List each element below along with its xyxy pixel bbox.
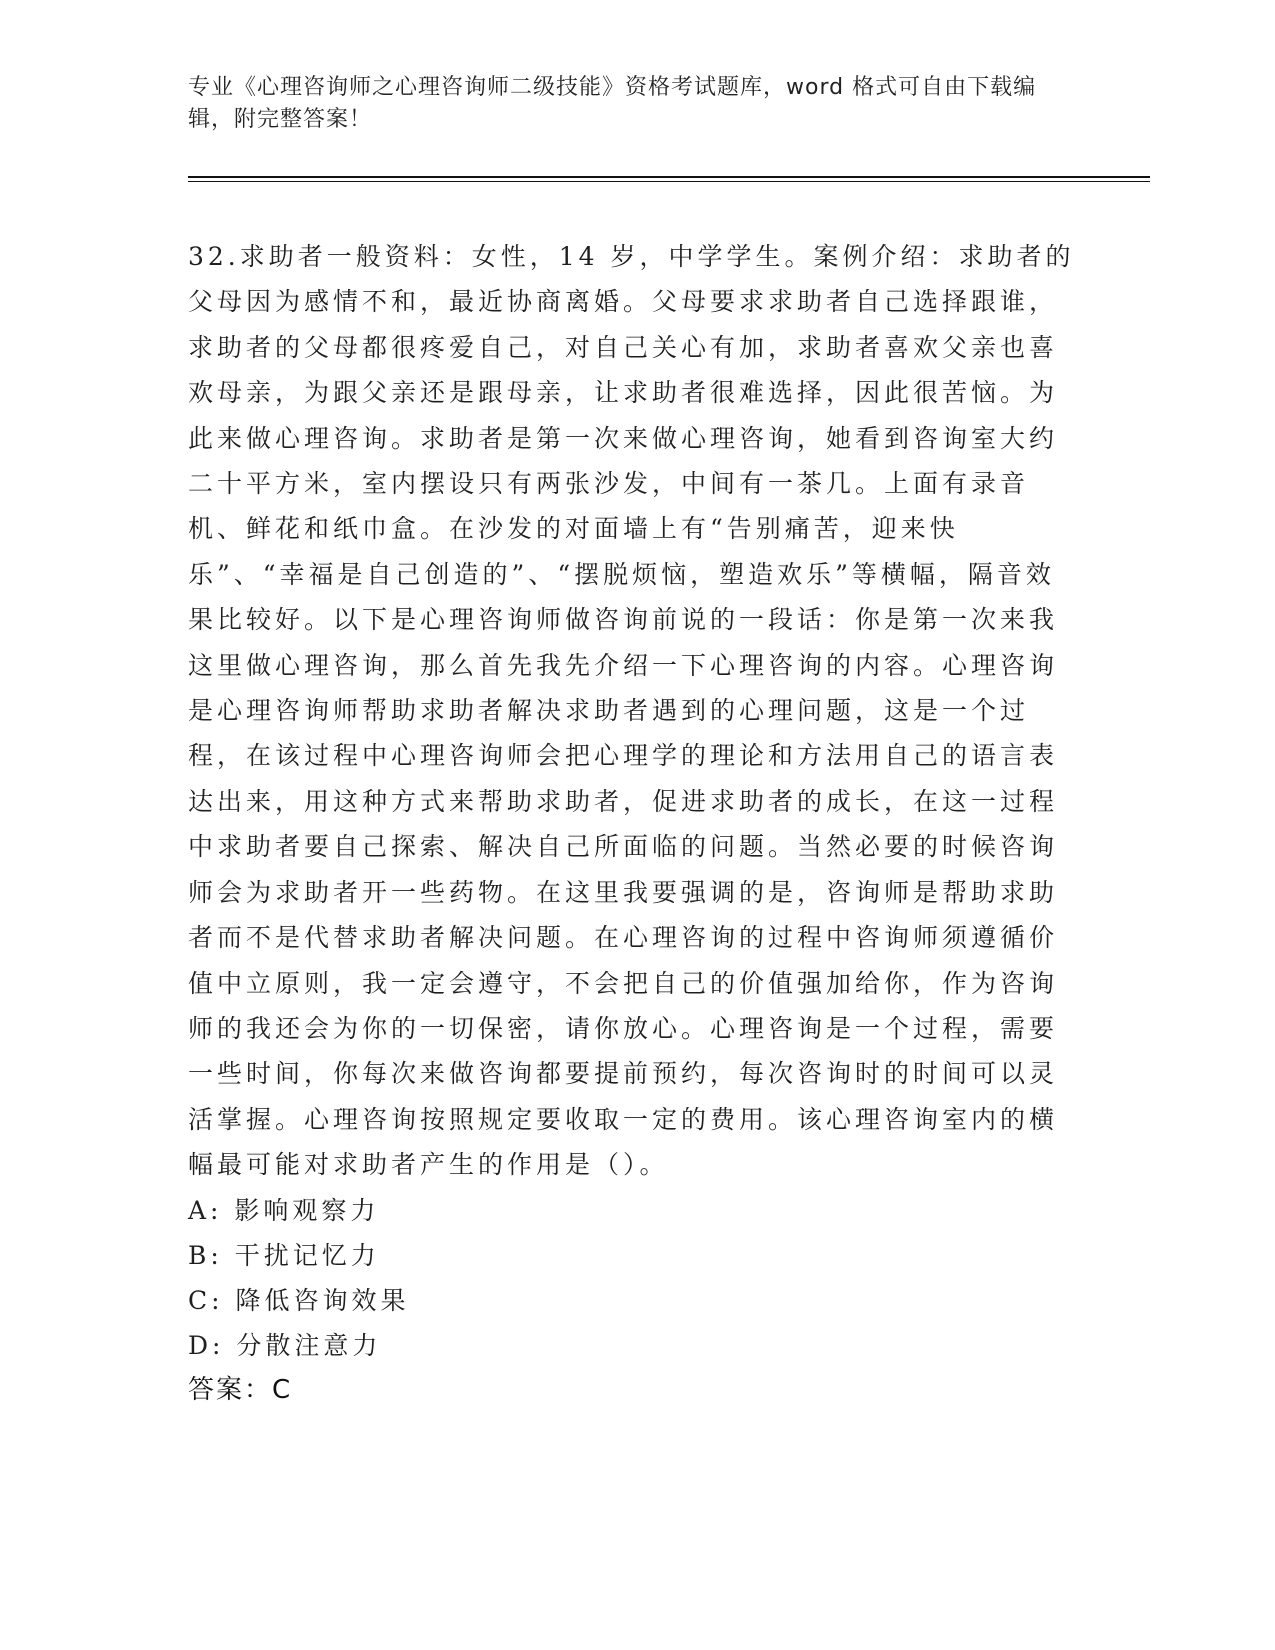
option-c: C: 降低咨询效果 [188,1286,410,1315]
option-b: B: 干扰记忆力 [188,1241,380,1270]
options-list [188,1188,1068,1368]
question-text: 32.求助者一般资料：女性，14 岁，中学学生。案例介绍：求助者的父母因为感情不和，最近协商离婚。父母要求求助者自己选择跟谁，求助者的父母都很疼爱自己，对自己关心有加，求助者喜欢父亲也喜欢母亲，为跟父亲还是跟母亲，让求助者很难选择，因此很苦恼。为此来做心理咨询。求助者是第一次来做心理咨询，她看到咨询室大约二十平方米，室内摆设只有两张沙发，中间有一茶几。上面有录音机、鲜花和纸巾盒。在沙发的对面墙上有“告别痛苦，迎来快乐”、“幸福是自己创造的”、“摆脱烦恼，塑造欢乐”等横幅，隔音效果比较好。以下是心理咨询师做咨询前说的一段话：你是第一次来我这里做心理咨询，那么首先我先介绍一下心理咨询的内容。心理咨询是心理咨询师帮助求助者解决求助者遇到的心理问题，这是一个过程，在该过程中心理咨询师会把心理学的理论和方法用自己的语言表达出来，用这种方式来帮助求助者，促进求助者的成长，在这一过程中求助者要自己探索、解决自己所面临的问题。当然必要的时候咨询师会为求助者开一些药物。在这里我要强调的是，咨询师是帮助求助者而不是代替求助者解决问题。在心理咨询的过程中咨询师须遵循价值中立原则，我一定会遵守，不会把自己的价值强加给你，作为咨询师的我还会为你的一切保密，请你放心。心理咨询是一个过程，需要一些时间，你每次来做咨询都要提前预约，每次咨询时的时间可以灵活掌握。心理咨询按照规定要收取一定的费用。该心理咨询室内的横幅最可能对求助者产生的作用是（）。 [188,242,1075,1180]
option-a: A: 影响观察力 [188,1196,380,1225]
option-d: D: 分散注意力 [188,1331,382,1360]
document-header: 专业《心理咨询师之心理咨询师二级技能》资格考试题库，word 格式可自由下载编辑，附完整答案！ [188,75,1037,132]
header-divider-thick [188,176,1150,178]
answer-text: 答案：C [188,1375,293,1405]
header-divider-thin [188,181,1150,182]
